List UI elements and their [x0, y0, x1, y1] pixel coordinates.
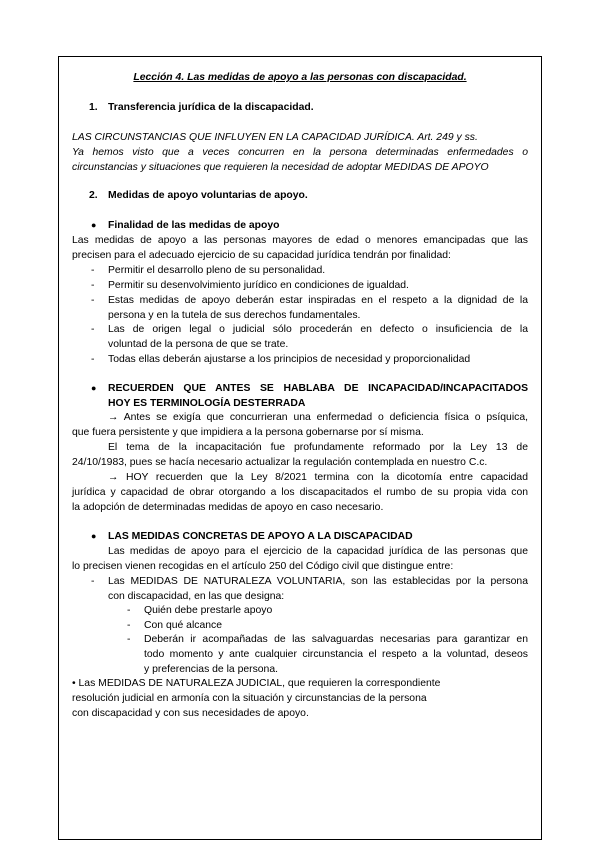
dash-marker: - [91, 265, 95, 276]
recuerden-p2 [72, 440, 528, 470]
voluntaria-line: Las MEDIDAS DE NATURALEZA VOLUNTARIA, son las establecidas por la persona [108, 576, 528, 587]
section-1-number: 1. [89, 102, 98, 113]
dash-marker: - [127, 605, 131, 616]
voluntaria-sub-item [144, 632, 528, 677]
recuerden-p3-line: la adopción de determinadas medidas de apoyo en caso necesario. [72, 502, 384, 514]
dash-marker: - [127, 620, 131, 631]
voluntaria-line: con discapacidad, en las que designa: [108, 591, 285, 603]
recuerden-p3 [72, 470, 528, 515]
finalidad-item-line: Permitir su desenvolvimiento jurídico en condiciones de igualdad. [108, 280, 409, 291]
finalidad-item [108, 352, 528, 367]
recuerden-heading [108, 381, 528, 411]
section-2-heading: Medidas de apoyo voluntarias de apoyo. [108, 190, 308, 201]
dash-marker: - [91, 295, 95, 306]
finalidad-item [108, 293, 528, 323]
finalidad-item-line: Estas medidas de apoyo deberán estar inspiradas en el respeto a la dignidad de la [108, 295, 528, 306]
recuerden-p3-line: → HOY recuerden que la Ley 8/2021 termina con la dicotomía entre capacidad [108, 472, 528, 483]
recuerden-p2-line: El tema de la incapacitación fue profundamente reformado por la Ley 13 de [108, 442, 528, 453]
concretas-heading: LAS MEDIDAS CONCRETAS DE APOYO A LA DISCAPACIDAD [108, 531, 413, 542]
judicial-paragraph [72, 676, 492, 721]
section-1-heading: Transferencia jurídica de la discapacidad. [108, 102, 314, 113]
circunstancias-line: LAS CIRCUNSTANCIAS QUE INFLUYEN EN LA CAPACIDAD JURÍDICA. Art. 249 y ss. [72, 132, 478, 143]
circunstancias-line: Ya hemos visto que a veces concurren en la persona determinadas enfermedades o [72, 147, 528, 159]
voluntaria-sub-line: todo momento y ante cualquier circunstancia el respeto a la voluntad, deseos [144, 649, 528, 661]
lesson-title: Lección 4. Las medidas de apoyo a las personas con discapacidad. [133, 72, 467, 83]
voluntaria-sub-line: Con qué alcance [144, 620, 222, 631]
judicial-line: resolución judicial en armonía con la situación y circunstancias de la persona [72, 693, 427, 705]
voluntaria-sub-line: Quién debe prestarle apoyo [144, 605, 273, 616]
finalidad-item-line: voluntad de la persona de que se trate. [108, 339, 289, 351]
finalidad-intro-line: precisen para el adecuado ejercicio de su capacidad jurídica tendrán por finalidad: [72, 250, 451, 262]
finalidad-item [108, 322, 528, 352]
concretas-intro-line: Las medidas de apoyo para el ejercicio de la capacidad jurídica de las personas que [108, 546, 528, 557]
circunstancias-paragraph [72, 130, 528, 175]
bullet-icon: ● [91, 220, 97, 230]
concretas-intro [72, 544, 528, 574]
concretas-intro-line: lo precisen vienen recogidas en el artículo 250 del Código civil que distingue entre: [72, 561, 454, 573]
dash-marker: - [91, 324, 95, 335]
voluntaria-item [108, 574, 528, 604]
recuerden-p1-line: → Antes se exigía que concurrieran una enfermedad o deficiencia física o psíquica, [108, 412, 528, 423]
recuerden-p1 [72, 410, 528, 440]
finalidad-item-line: Todas ellas deberán ajustarse a los principios de necesidad y proporcionalidad [108, 354, 471, 365]
finalidad-heading: Finalidad de las medidas de apoyo [108, 220, 280, 231]
bullet-icon: ● [91, 531, 97, 541]
judicial-line: • Las MEDIDAS DE NATURALEZA JUDICIAL, que requieren la correspondiente [72, 678, 441, 689]
voluntaria-sub-item [144, 603, 528, 618]
recuerden-heading-line: RECUERDEN QUE ANTES SE HABLABA DE INCAPACIDAD/INCAPACITADOS [108, 383, 528, 394]
voluntaria-sub-line: Deberán ir acompañadas de las salvaguardas necesarias para garantizar en [144, 634, 528, 645]
finalidad-item-line: Permitir el desarrollo pleno de su personalidad. [108, 265, 326, 276]
finalidad-item-line: Las de origen legal o judicial sólo procederán en defecto o insuficiencia de la [108, 324, 528, 335]
dash-marker: - [127, 634, 131, 645]
finalidad-item-line: persona y en la tutela de sus derechos fundamentales. [108, 310, 361, 322]
voluntaria-sub-item [144, 618, 528, 633]
section-2-number: 2. [89, 190, 98, 201]
bullet-icon: ● [91, 383, 97, 393]
judicial-line: con discapacidad y con sus necesidades de apoyo. [72, 708, 309, 720]
finalidad-intro [72, 233, 528, 263]
circunstancias-line: circunstancias y situaciones que requieren la necesidad de adoptar MEDIDAS DE APOYO [72, 162, 489, 174]
finalidad-intro-line: Las medidas de apoyo a las personas mayores de edad o menores emancipadas que las [72, 235, 528, 246]
recuerden-p3-line: jurídica y capacidad de obrar otorgando a los discapacitados el rumbo de su propia vida con [72, 487, 528, 499]
finalidad-item [108, 263, 528, 278]
finalidad-item [108, 278, 528, 293]
dash-marker: - [91, 576, 95, 587]
recuerden-p2-line: 24/10/1983, pues se hacía necesario actualizar la regulación contemplada en nuestro C.c. [72, 457, 488, 469]
dash-marker: - [91, 354, 95, 365]
recuerden-p1-line: que fuera persistente y que impidiera a la persona gobernarse por sí misma. [72, 427, 424, 439]
voluntaria-sub-line: y preferencias de la persona. [144, 664, 279, 676]
recuerden-heading-line: HOY ES TERMINOLOGÍA DESTERRADA [108, 398, 306, 410]
dash-marker: - [91, 280, 95, 291]
